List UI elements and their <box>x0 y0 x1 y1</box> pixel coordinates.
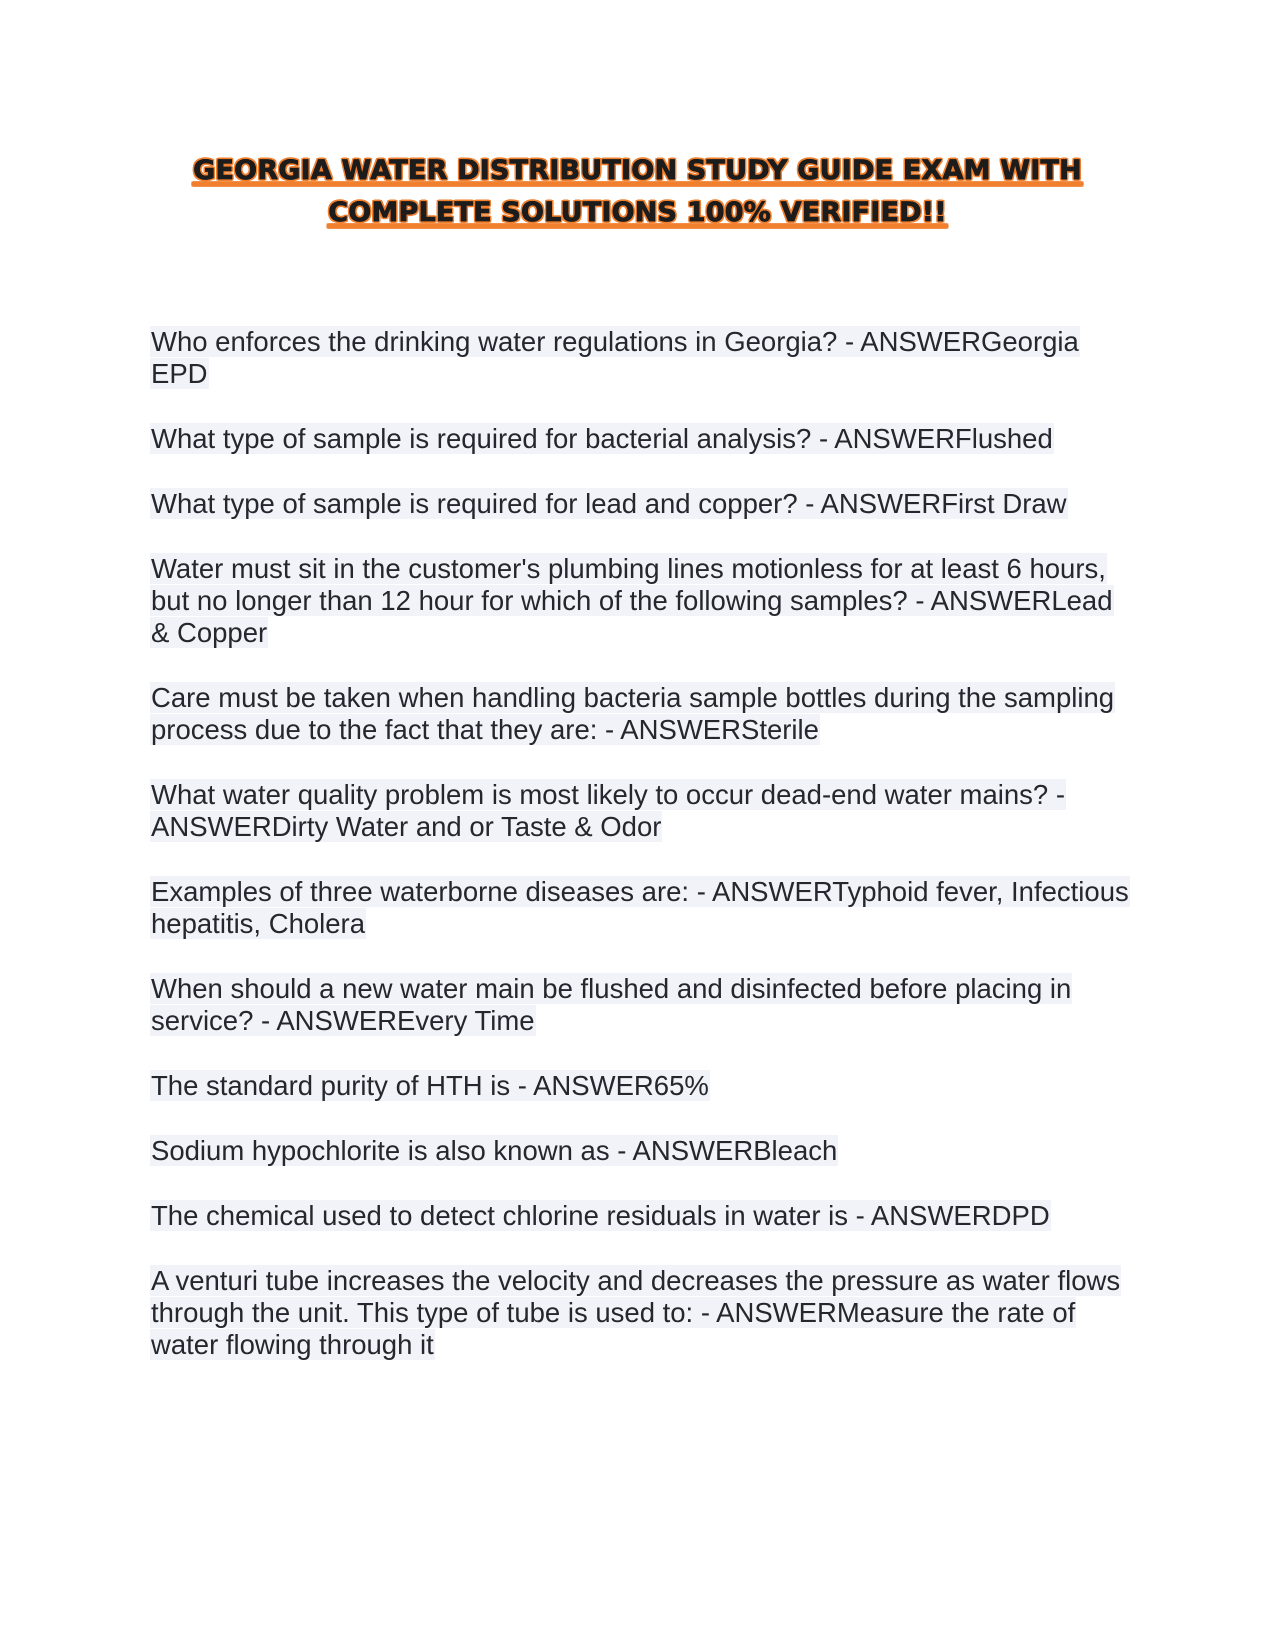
question-answer-list <box>150 326 1135 1394</box>
qa-item: What type of sample is required for lead and copper? - ANSWERFirst Draw <box>151 488 1067 519</box>
qa-item: Sodium hypochlorite is also known as - ANSWERBleach <box>151 1135 838 1166</box>
qa-item: Examples of three waterborne diseases are: - ANSWERTyphoid fever, Infectious hepatitis, Cholera <box>151 876 1129 939</box>
qa-item: A venturi tube increases the velocity and decreases the pressure as water flows through the unit. This type of tube is used to: - ANSWERMeasure the rate of water flowing through it <box>151 1265 1121 1360</box>
title-line-1: GEORGIA WATER DISTRIBUTION STUDY GUIDE EXAM WITH <box>193 155 1082 186</box>
document-title <box>120 150 1155 234</box>
title-line-2: COMPLETE SOLUTIONS 100% VERIFIED!! <box>328 197 947 228</box>
qa-item: Care must be taken when handling bacteria sample bottles during the sampling process due to the fact that they are: - ANSWERSterile <box>151 682 1115 745</box>
qa-item: The chemical used to detect chlorine residuals in water is - ANSWERDPD <box>151 1200 1050 1231</box>
qa-item: What type of sample is required for bacterial analysis? - ANSWERFlushed <box>151 423 1053 454</box>
qa-item: Water must sit in the customer's plumbing lines motionless for at least 6 hours, but no longer than 12 hour for which of the following samples? - ANSWERLead & Copper <box>151 553 1113 648</box>
qa-item: The standard purity of HTH is - ANSWER65% <box>151 1070 709 1101</box>
qa-item: Who enforces the drinking water regulations in Georgia? - ANSWERGeorgia EPD <box>151 326 1079 389</box>
qa-item: What water quality problem is most likely to occur dead-end water mains? - ANSWERDirty Water and or Taste & Odor <box>151 779 1065 842</box>
qa-item: When should a new water main be flushed and disinfected before placing in service? - ANSWEREvery Time <box>151 973 1072 1036</box>
